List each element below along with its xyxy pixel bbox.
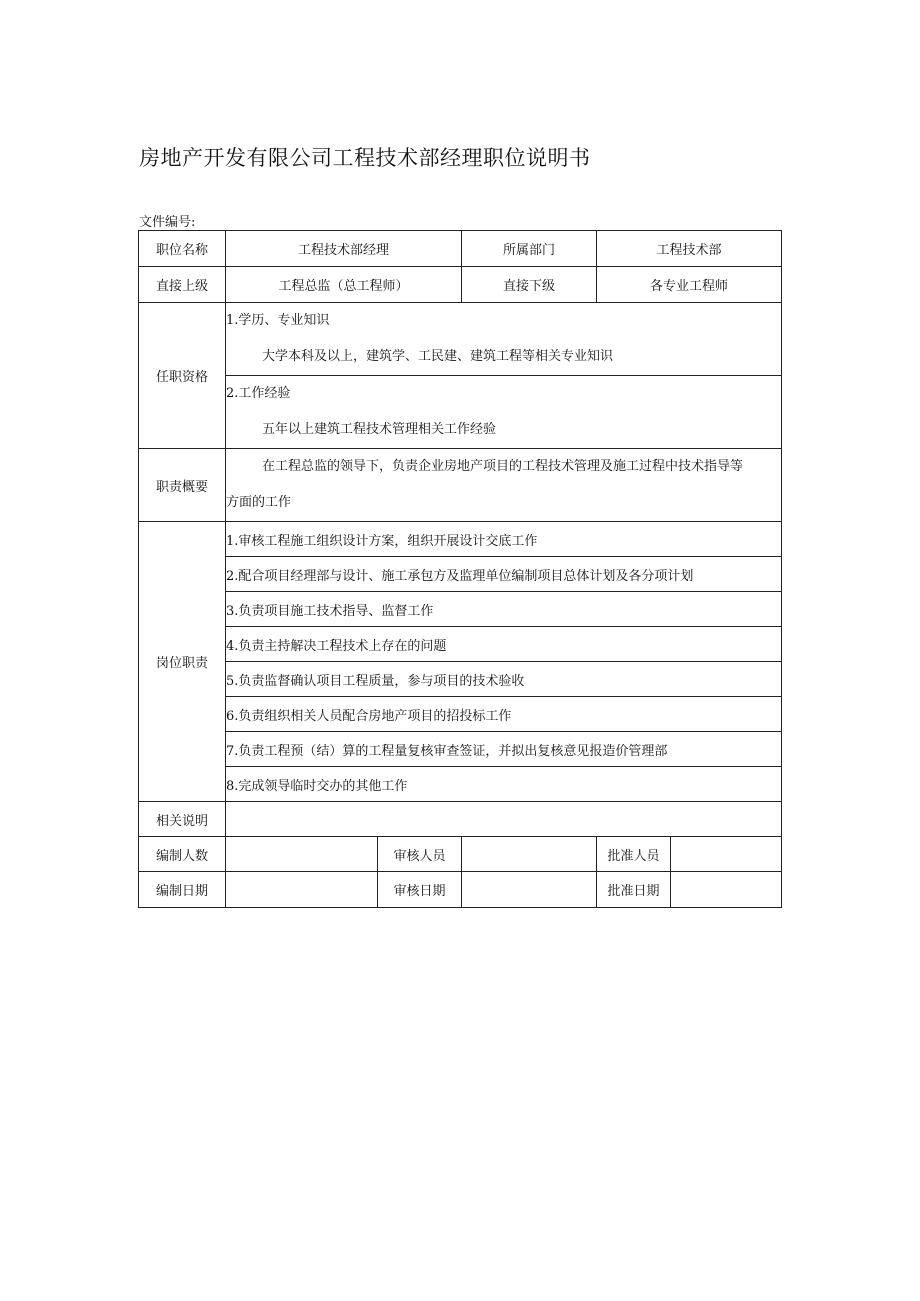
duty-item: 3.负责项目施工技术指导、监督工作 [226,592,782,627]
row-duty [139,697,782,732]
dept-value: 工程技术部 [597,231,782,267]
qualification-item [226,376,782,449]
duty-item: 8.完成领导临时交办的其他工作 [226,767,782,802]
qualification-item [226,303,782,376]
summary-text [226,449,782,522]
superior-value: 工程总监（总工程师） [226,267,462,303]
page-title: 房地产开发有限公司工程技术部经理职位说明书 [139,146,591,170]
qualification-heading: 1.学历、专业知识 [226,313,330,328]
reviewed-date-label: 审核日期 [378,872,462,908]
summary-label: 职责概要 [139,449,226,522]
qualification-detail: 大学本科及以上，建筑学、工民建、建筑工程等相关专业知识 [262,349,614,364]
approved-by-label: 批准人员 [597,837,671,872]
doc-number-label: 文件编号: [139,215,196,230]
row-qual-1 [139,303,782,376]
subordinate-label: 直接下级 [462,267,597,303]
row-duty [139,522,782,557]
row-duty [139,627,782,662]
row-duty [139,557,782,592]
summary-line: 在工程总监的领导下，负责企业房地产项目的工程技术管理及施工过程中技术指导等 [262,459,744,474]
duty-item: 2.配合项目经理部与设计、施工承包方及监理单位编制项目总体计划及各分项计划 [226,557,782,592]
row-signoff-dates [139,872,782,908]
row-signoff-people [139,837,782,872]
duty-item: 5.负责监督确认项目工程质量，参与项目的技术验收 [226,662,782,697]
prepared-date-value [226,872,378,908]
qualification-heading: 2.工作经验 [226,386,291,401]
notes-label: 相关说明 [139,802,226,837]
row-duty [139,592,782,627]
row-duty [139,662,782,697]
notes-value [226,802,782,837]
row-qual-2 [139,376,782,449]
row-notes [139,802,782,837]
duty-item: 6.负责组织相关人员配合房地产项目的招投标工作 [226,697,782,732]
position-value: 工程技术部经理 [226,231,462,267]
qualification-detail: 五年以上建筑工程技术管理相关工作经验 [262,422,497,437]
duty-item: 1.审核工程施工组织设计方案，组织开展设计交底工作 [226,522,782,557]
dept-label: 所属部门 [462,231,597,267]
subordinate-value: 各专业工程师 [597,267,782,303]
row-duty [139,732,782,767]
row-duty [139,767,782,802]
reviewed-by-label: 审核人员 [378,837,462,872]
job-description-table [138,230,782,908]
position-label: 职位名称 [139,231,226,267]
reviewed-by-value [462,837,597,872]
row-position [139,231,782,267]
approved-date-value [671,872,782,908]
prepared-by-value [226,837,378,872]
duties-label: 岗位职责 [139,522,226,802]
prepared-date-label: 编制日期 [139,872,226,908]
prepared-by-label: 编制人数 [139,837,226,872]
approved-date-label: 批准日期 [597,872,671,908]
duty-item: 4.负责主持解决工程技术上存在的问题 [226,627,782,662]
summary-line: 方面的工作 [226,495,292,510]
duty-item: 7.负责工程预（结）算的工程量复核审查签证，并拟出复核意见报造价管理部 [226,732,782,767]
reviewed-date-value [462,872,597,908]
superior-label: 直接上级 [139,267,226,303]
approved-by-value [671,837,782,872]
row-summary [139,449,782,522]
qualification-label: 任职资格 [139,303,226,449]
row-superior [139,267,782,303]
